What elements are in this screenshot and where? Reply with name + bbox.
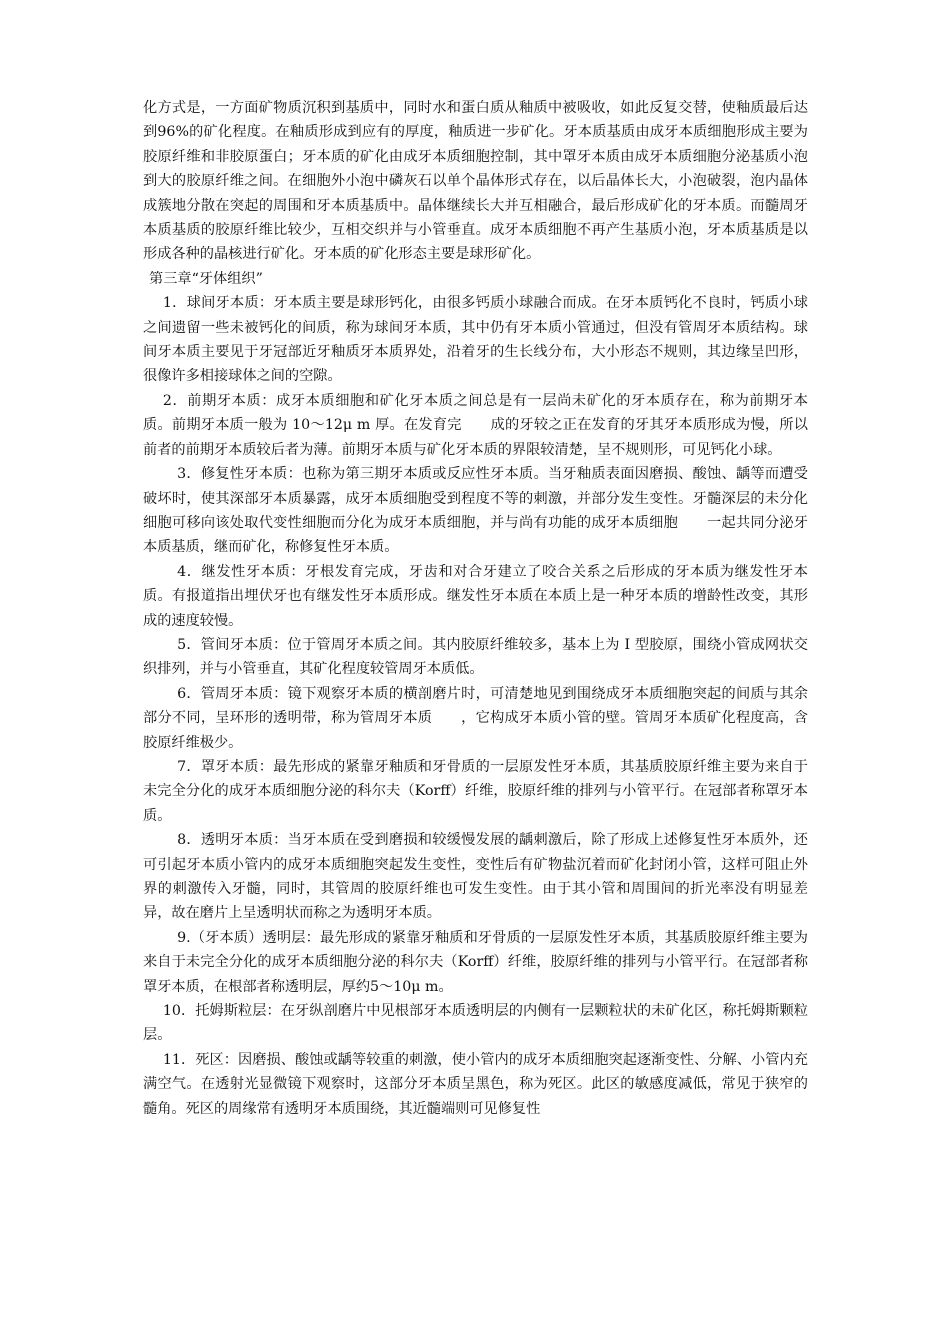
intro-paragraph: 化方式是，一方面矿物质沉积到基质中，同时水和蛋白质从釉质中被吸收，如此反复交替，使釉质最后达到96%的矿化程度。在釉质形成到应有的厚度，釉质进一步矿化。牙本质基质由成牙本质细胞形成主要为胶原纤维和非胶原蛋白；牙本质的矿化由成牙本质细胞控制，其中罩牙本质由成牙本质细胞分泌基质小泡到大的胶原纤维之间。在细胞外小泡中磷灰石以单个晶体形式存在，以后晶体长大，小泡破裂，泡内晶体成簇地分散在突起的周围和牙本质基质中。晶体继续长大并互相融合，最后形成矿化的牙本质。而髓周牙本质基质的胶原纤维比较少，互相交织并与小管垂直。成牙本质细胞不再产生基质小泡，牙本质基质是以形成各种的晶核进行矿化。牙本质的矿化形态主要是球形矿化。 bbox=[143, 100, 808, 263]
term-item-1: 1．球间牙本质：牙本质主要是球形钙化，由很多钙质小球融合而成。在牙本质钙化不良时，钙质小球之间遗留一些未被钙化的间质，称为球间牙本质，其中仍有牙本质小管通过，但没有管周牙本质结构。球间牙本质主要见于牙冠部近牙釉质牙本质界处，沿着牙的生长线分布，大小形态不规则，其边缘呈凹形，很像许多相接球体之间的空隙。 bbox=[143, 295, 808, 385]
term-item-6: 6．管周牙本质：镜下观察牙本质的横剖磨片时，可清楚地见到围绕成牙本质细胞突起的间质与其余部分不同，呈环形的透明带，称为管周牙本质 ，它构成牙本质小管的壁。管周牙本质矿化程度高，含胶原纤维极少。 bbox=[143, 685, 808, 751]
term-item-10: 10．托姆斯粒层：在牙纵剖磨片中见根部牙本质透明层的内侧有一层颗粒状的未矿化区，称托姆斯颗粒层。 bbox=[143, 1003, 808, 1044]
term-item-5: 5．管间牙本质：位于管周牙本质之间。其内胶原纤维较多，基本上为 I 型胶原，围绕小管成网状交织排列，并与小管垂直，其矿化程度较管周牙本质低。 bbox=[143, 636, 808, 678]
term-item-3: 3．修复性牙本质：也称为第三期牙本质或反应性牙本质。当牙釉质表面因磨损、酸蚀、龋等而遭受破坏时，使其深部牙本质暴露，成牙本质细胞受到程度不等的刺激，并部分发生变性。牙髓深层的未分化细胞可移向该处取代变性细胞而分化为成牙本质细胞，并与尚有功能的成牙本质细胞 一起共同分泌牙本质基质，继而矿化，称修复性牙本质。 bbox=[143, 466, 808, 556]
term-item-9: 9.（牙本质）透明层：最先形成的紧靠牙釉质和牙骨质的一层原发性牙本质，其基质胶原纤维主要为来自于未完全分化的成牙本质细胞分泌的科尔夫（Korff）纤维，胶原纤维的排列与小管平行。在冠部者称罩牙本质，在根部者称透明层，厚约5～10μ m。 bbox=[143, 929, 808, 995]
term-item-11: 11．死区：因磨损、酸蚀或龋等较重的刺激，使小管内的成牙本质细胞突起逐渐变性、分解、小管内充满空气。在透射光显微镜下观察时，这部分牙本质呈黑色，称为死区。此区的敏感度减低，常见于狭窄的髓角。死区的周缘常有透明牙本质围绕，其近髓端则可见修复性 bbox=[143, 1051, 808, 1117]
term-item-2: 2．前期牙本质：成牙本质细胞和矿化牙本质之间总是有一层尚未矿化的牙本质存在，称为前期牙本质。前期牙本质一般为 10～12μ m 厚。在发育完 成的牙较之正在发育的牙其牙本质形成为慢，所以前者的前期牙本质较后者为薄。前期牙本质与矿化牙本质的界限较清楚，呈不规则形，可见钙化小球。 bbox=[143, 392, 808, 458]
term-item-7: 7．罩牙本质：最先形成的紧靠牙釉质和牙骨质的一层原发性牙本质，其基质胶原纤维主要为来自于未完全分化的成牙本质细胞分泌的科尔夫（Korff）纤维，胶原纤维的排列与小管平行。在冠部者称罩牙本质。 bbox=[143, 758, 808, 824]
document-page bbox=[143, 96, 808, 1121]
chapter-title: 第三章“牙体组织” bbox=[149, 270, 263, 287]
term-item-4: 4．继发性牙本质：牙根发育完成，牙齿和对合牙建立了咬合关系之后形成的牙本质为继发性牙本质。有报道指出埋伏牙也有继发性牙本质形成。继发性牙本质在本质上是一种牙本质的增龄性改变，其形成的速度较慢。 bbox=[143, 563, 808, 629]
term-item-8: 8．透明牙本质：当牙本质在受到磨损和较缓慢发展的龋刺激后，除了形成上述修复性牙本质外，还可引起牙本质小管内的成牙本质细胞突起发生变性，变性后有矿物盐沉着而矿化封闭小管，这样可阻止外界的刺激传入牙髓，同时，其管周的胶原纤维也可发生变性。由于其小管和周围间的折光率没有明显差异，故在磨片上呈透明状而称之为透明牙本质。 bbox=[143, 832, 808, 922]
